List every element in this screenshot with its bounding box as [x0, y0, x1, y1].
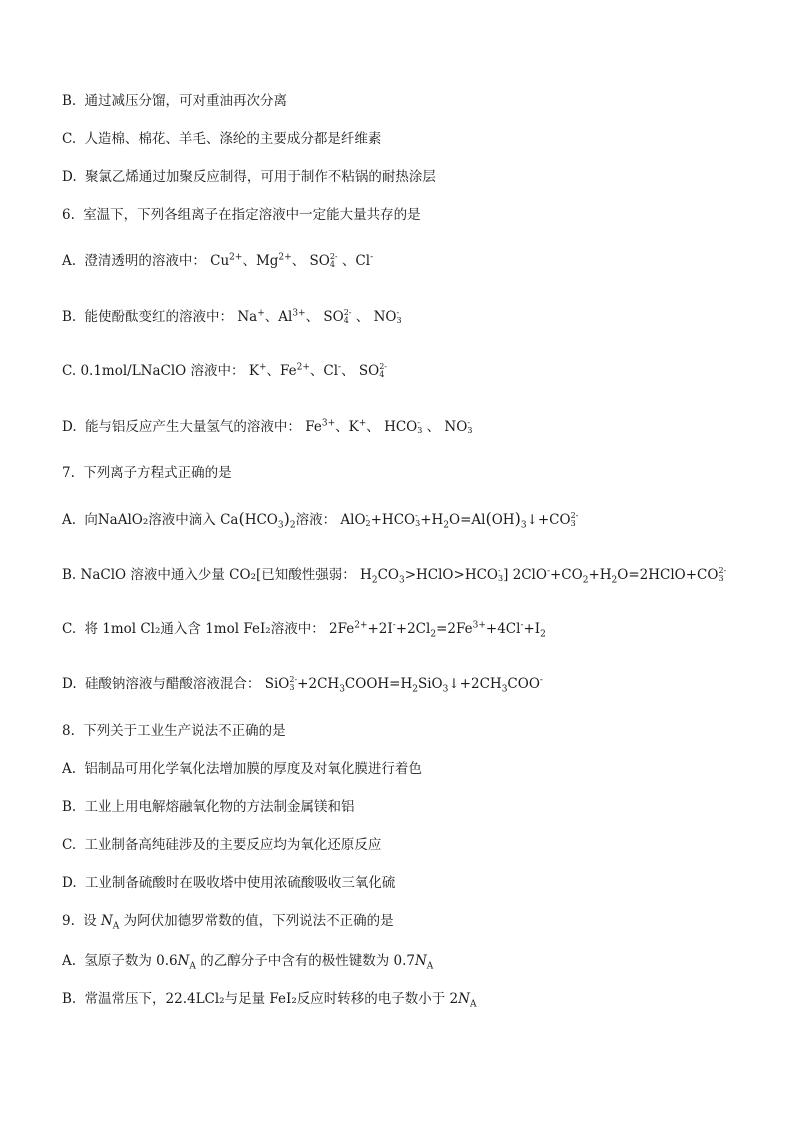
question-8-option-b: B. 工业上用电解熔融氧化物的方法制金属镁和铝	[62, 799, 355, 815]
question-8-option-c: C. 工业制备高纯硅涉及的主要反应均为氧化还原反应	[62, 837, 382, 853]
formula: $Ca(HCO_3)_2$	[220, 509, 296, 531]
option-d-line: D. 聚氯乙烯通过加聚反应制得，可用于制作不粘锅的耐热涂层	[62, 169, 436, 185]
question-6-option-c: C. 0.1mol/LNaClO 溶液中： K+、$Fe^{2+}$、Cl-、 SO 2- 4	[62, 361, 387, 379]
equation: SiO 2- 3 $+2CH_3COOH=H_2SiO_3↓+2CH_3COO^-$	[264, 674, 543, 695]
question-7-option-a: A. 向NaAlO₂溶液中滴入 $Ca(HCO_3)_2$溶液： AlO - 2 +HCO - 3 $+H_2O=Al(OH)_3↓+CO$ 2- 3	[62, 509, 579, 531]
question-7-option-b: B. NaClO 溶液中通入少量 CO₂[已知酸性强弱： $H_2CO_3>HClO>HCO$ - 3 ] $2ClO^-+CO_2+H_2O=2HClO+CO$ 2- 3	[62, 565, 727, 586]
question-6-option-b: B. 能使酚酞变红的溶液中： Na+、$Al^{3+}$、 SO 2- 4 、 NO - 3	[62, 307, 402, 325]
ion-list: K+、$Fe^{2+}$、Cl-、 SO 2- 4	[248, 361, 387, 379]
question-8-option-a: A. 铝制品可用化学氧化法增加膜的厚度及对氧化膜进行着色	[62, 761, 422, 777]
question-6-option-d: D. 能与铝反应产生大量氢气的溶液中： $Fe^{3+}$、K+、 HCO - 3 、 NO - 3	[62, 417, 473, 435]
question-9: 9. 设 $N_A$ 为阿伏加德罗常数的值，下列说法不正确的是	[62, 913, 394, 932]
question-8-option-d: D. 工业制备硫酸时在吸收塔中使用浓硫酸吸收三氧化硫	[62, 875, 396, 891]
question-6: 6. 室温下，下列各组离子在指定溶液中一定能大量共存的是	[62, 207, 421, 223]
equation: $2Fe^{2+}+2I^-+2Cl_2=2Fe^{3+}+4Cl^-+I_2$	[329, 620, 546, 640]
question-6-option-a: A. 澄清透明的溶液中： $Cu^{2+}$、$Mg^{2+}$、 SO 2- 4 、Cl-	[62, 251, 374, 269]
ion-list: $Cu^{2+}$、$Mg^{2+}$、 SO 2- 4 、Cl-	[210, 251, 374, 269]
question-9-option-b: B. 常温常压下，22.4LCl₂与足量 FeI₂反应时转移的电子数小于 $2N_A$	[62, 991, 477, 1010]
ion-list: Na+、$Al^{3+}$、 SO 2- 4 、 NO - 3	[237, 307, 402, 325]
ion-list: $Fe^{3+}$、K+、 HCO - 3 、 NO - 3	[305, 417, 473, 435]
question-7-option-c: C. 将 1mol Cl₂通入含 1mol FeI₂溶液中： $2Fe^{2+}+2I^-+2Cl_2=2Fe^{3+}+4Cl^-+I_2$	[62, 620, 546, 640]
question-7: 7. 下列离子方程式正确的是	[62, 465, 232, 481]
equation: AlO - 2 +HCO - 3 $+H_2O=Al(OH)_3↓+CO$ 2- 3	[340, 509, 579, 531]
option-b-line: B. 通过减压分馏，可对重油再次分离	[62, 93, 288, 109]
question-7-option-d: D. 硅酸钠溶液与醋酸溶液混合： SiO 2- 3 $+2CH_3COOH=H_2SiO_3↓+2CH_3COO^-$	[62, 674, 543, 695]
equation: $H_2CO_3>HClO>HCO$ - 3 ] $2ClO^-+CO_2+H_2O=2HClO+CO$ 2- 3	[360, 565, 727, 586]
option-c-line: C. 人造棉、棉花、羊毛、涤纶的主要成分都是纤维素	[62, 131, 382, 147]
question-8: 8. 下列关于工业生产说法不正确的是	[62, 723, 286, 739]
question-9-option-a: A. 氢原子数为 $0.6N_A$ 的乙醇分子中含有的极性键数为 $0.7N_A$	[62, 953, 434, 972]
